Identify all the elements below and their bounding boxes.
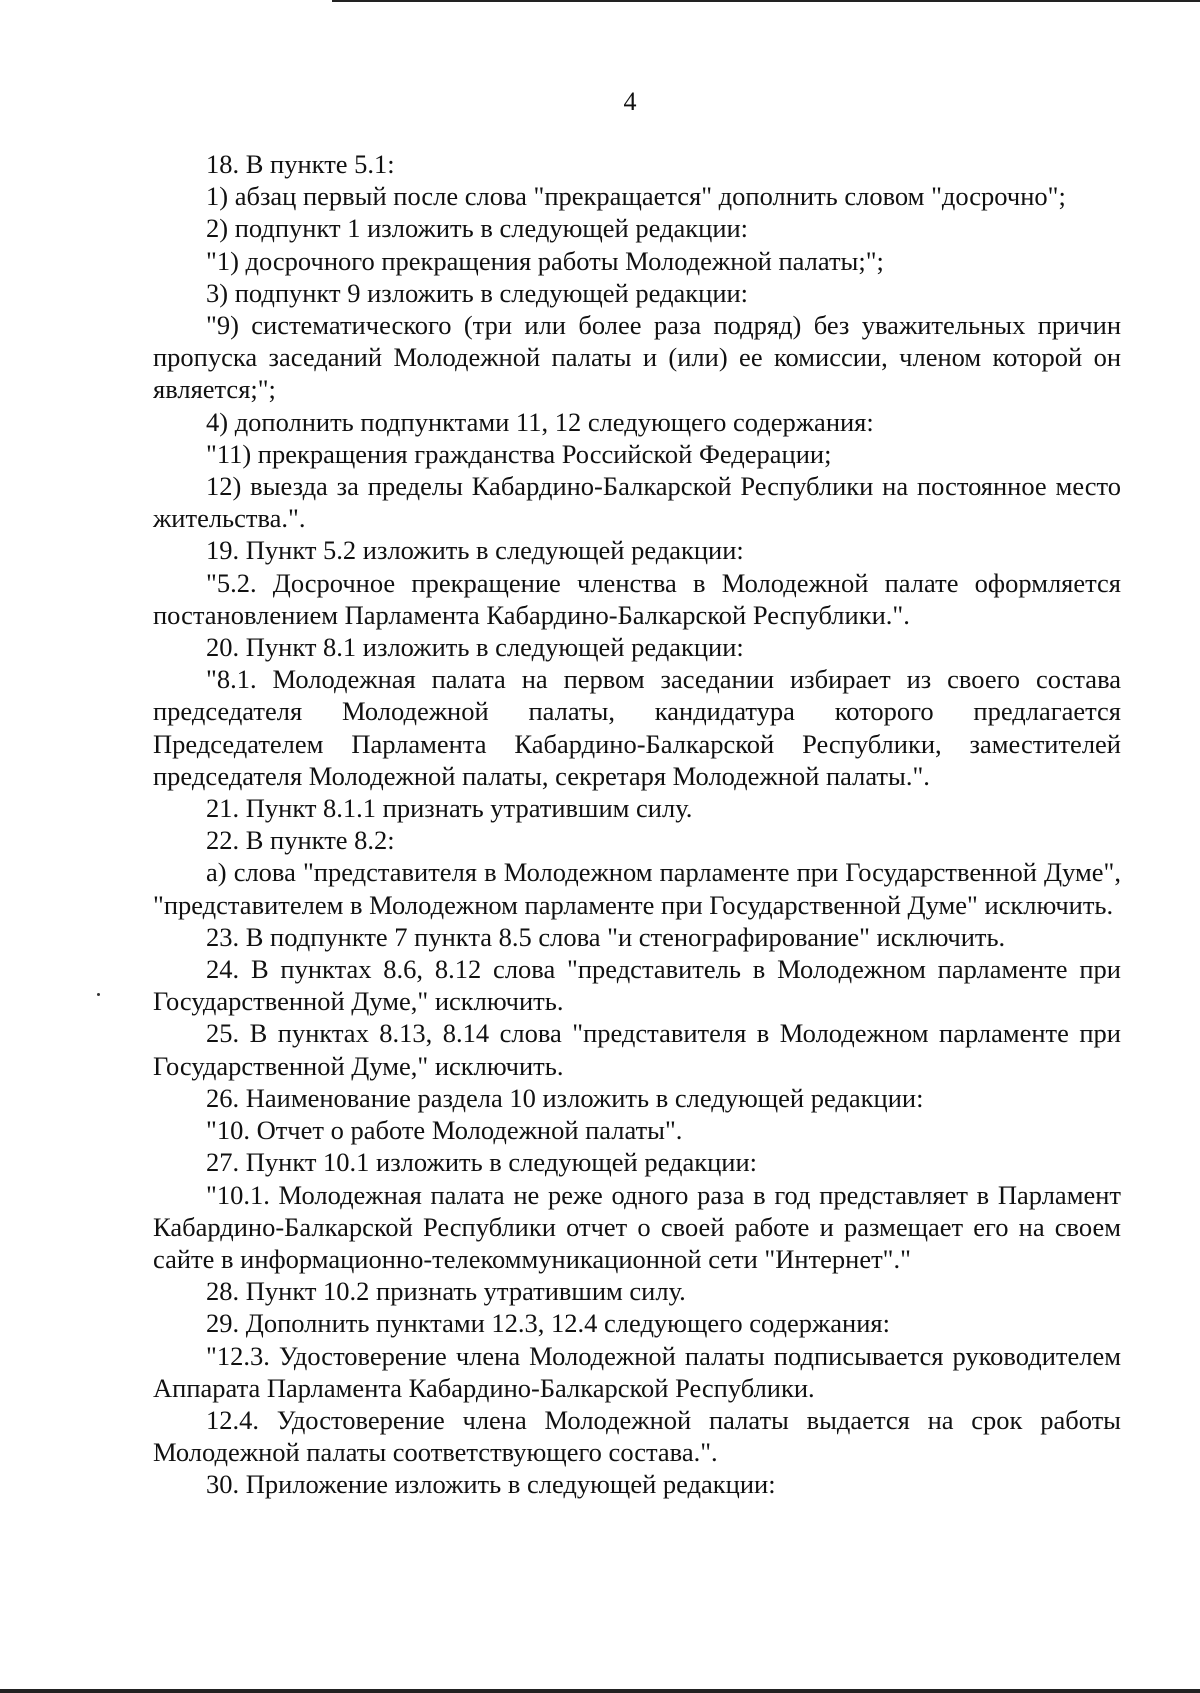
paragraph: "10.1. Молодежная палата не реже одного раза в год представляет в Парламент Кабардино-Балкарской Республики отчет о своей работе и размещает его на своем сайте в информационно-телекоммуникационной сети "Интернет"." [153, 1179, 1121, 1274]
paragraph: 12) выезда за пределы Кабардино-Балкарской Республики на постоянное место жительства.". [153, 471, 1121, 534]
paragraph: 20. Пункт 8.1 изложить в следующей редакции: [206, 632, 744, 663]
paragraph: "1) досрочного прекращения работы Молодежной палаты;"; [206, 245, 884, 276]
paragraph: 4) дополнить подпунктами 11, 12 следующего содержания: [206, 406, 874, 437]
paragraph: 28. Пункт 10.2 признать утратившим силу. [206, 1276, 686, 1307]
scan-bottom-edge [0, 1689, 1200, 1693]
scan-top-edge [332, 0, 1200, 2]
paragraph: 27. Пункт 10.1 изложить в следующей редакции: [206, 1147, 758, 1178]
paragraph: "8.1. Молодежная палата на первом заседании избирает из своего состава председателя Молодежной палаты, кандидатура которого предлагается Председателем Парламента Кабардино-Балкарской Республики, заместителей председателя Молодежной палаты, секретаря Молодежной палаты.". [153, 664, 1121, 791]
paragraph: а) слова "представителя в Молодежном парламенте при Государственной Думе", "представителем в Молодежном парламенте при Государственной Думе" исключить. [153, 857, 1121, 920]
paragraph: "5.2. Досрочное прекращение членства в Молодежной палате оформляется постановлением Парламента Кабардино-Балкарской Республики.". [153, 567, 1121, 630]
paragraph: 1) абзац первый после слова "прекращается" дополнить словом "досрочно"; [206, 181, 1066, 212]
paragraph: 21. Пункт 8.1.1 признать утратившим силу. [206, 793, 693, 824]
paragraph: "11) прекращения гражданства Российской Федерации; [206, 438, 832, 469]
paragraph: 30. Приложение изложить в следующей редакции: [206, 1469, 776, 1500]
document-body [153, 148, 1121, 1501]
scan-speck [97, 993, 100, 996]
paragraph: 22. В пункте 8.2: [206, 825, 395, 856]
paragraph: 3) подпункт 9 изложить в следующей редакции: [206, 277, 749, 308]
paragraph: 24. В пунктах 8.6, 8.12 слова "представитель в Молодежном парламенте при Государственной Думе," исключить. [153, 954, 1121, 1017]
page-number: 4 [623, 87, 637, 116]
paragraph: "9) систематического (три или более раза подряд) без уважительных причин пропуска заседаний Молодежной палаты и (или) ее комиссии, членом которой он является;"; [153, 310, 1121, 405]
paragraph: 23. В подпункте 7 пункта 8.5 слова "и стенографирование" исключить. [206, 921, 1006, 952]
paragraph: 25. В пунктах 8.13, 8.14 слова "представителя в Молодежном парламенте при Государственной Думе," исключить. [153, 1018, 1121, 1081]
paragraph: "12.3. Удостоверение члена Молодежной палаты подписывается руководителем Аппарата Парламента Кабардино-Балкарской Республики. [153, 1340, 1121, 1403]
paragraph: 2) подпункт 1 изложить в следующей редакции: [206, 213, 749, 244]
paragraph: 12.4. Удостоверение члена Молодежной палаты выдается на срок работы Молодежной палаты соответствующего состава.". [153, 1404, 1121, 1468]
paragraph: 19. Пункт 5.2 изложить в следующей редакции: [206, 535, 744, 566]
paragraph: 18. В пункте 5.1: [206, 149, 395, 179]
paragraph: 29. Дополнить пунктами 12.3, 12.4 следующего содержания: [206, 1308, 890, 1339]
paragraph: 26. Наименование раздела 10 изложить в следующей редакции: [206, 1082, 924, 1113]
paragraph: "10. Отчет о работе Молодежной палаты". [206, 1115, 683, 1146]
